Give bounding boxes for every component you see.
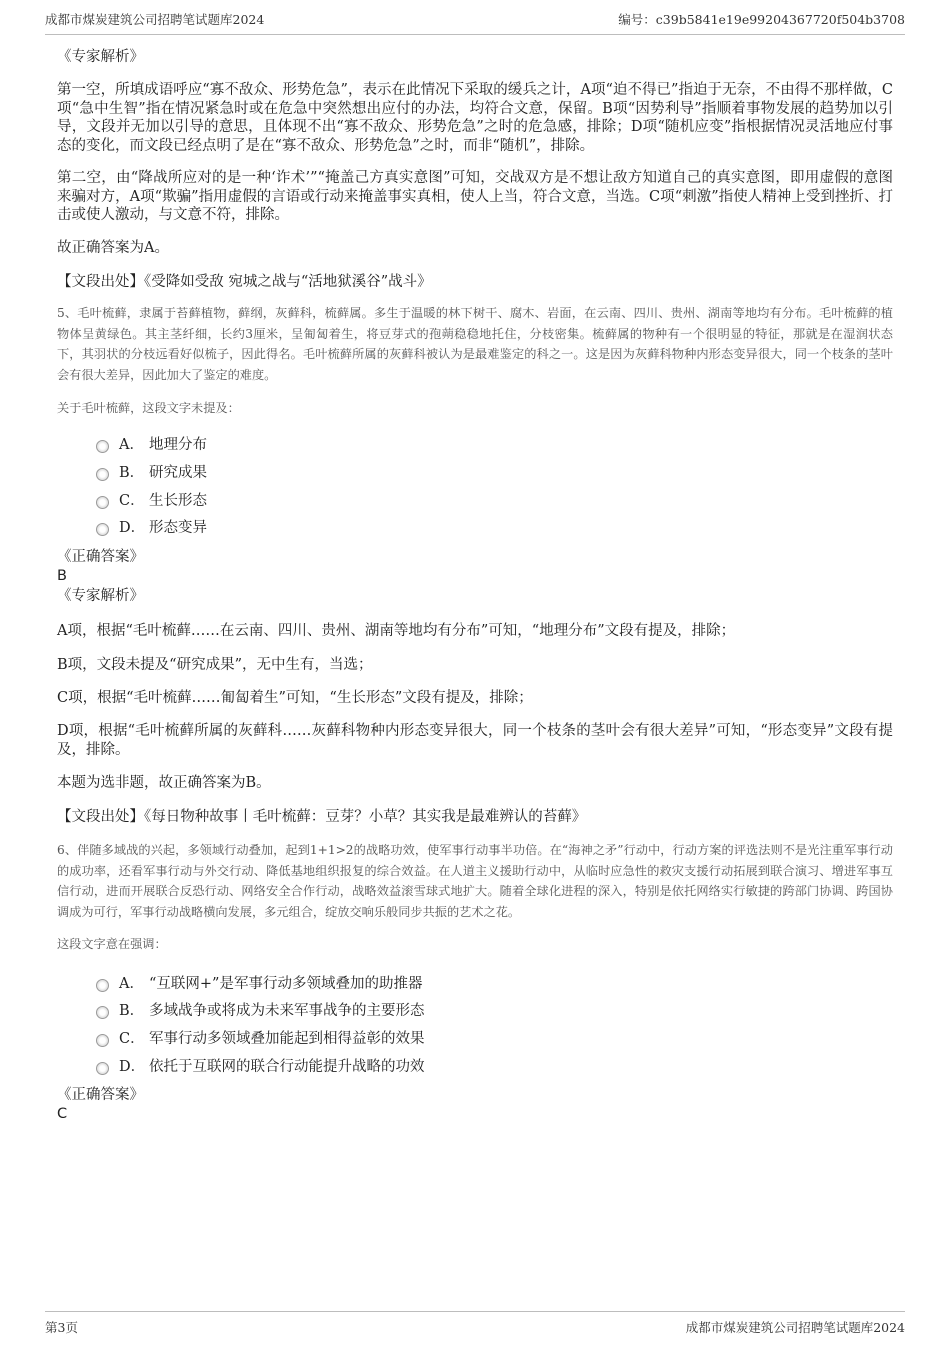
source-citation: 【文段出处】《受降如受敌 宛城之战与“活地狱溪谷”战斗》 bbox=[57, 274, 432, 290]
option-a[interactable] bbox=[96, 971, 422, 993]
header-title: 成都市煤炭建筑公司招聘笔试题库2024 bbox=[45, 12, 265, 27]
option-c[interactable] bbox=[96, 1026, 425, 1048]
analysis-paragraph: 第一空，所填成语呼应“寡不敌众、形势危急”，表示在此情况下采取的缓兵之计，A项“迫不得已”指迫于无奈，不由得不那样做，C项“急中生智”指在情况紧急时或在危急中突然想出应付的办法，均符合文意，保留。B项“因势利导”指顺着事物发展的趋势加以引导，文段并无加以引导的意思，且体现不出“寡不敌众、形势危急”之时的危急感，排除；D项“随机应变”指根据情况灵活地应付事态的变化，而文段已经点明了是在“寡不敌众、形势危急”之时，而非“随机”，排除。 bbox=[57, 82, 893, 154]
option-d[interactable] bbox=[96, 515, 207, 537]
option-text: 地理分布 bbox=[149, 436, 207, 453]
option-text: 依托于互联网的联合行动能提升战略的功效 bbox=[149, 1058, 425, 1075]
page-header bbox=[45, 10, 905, 35]
answer-label: 《正确答案》 bbox=[57, 1087, 144, 1103]
option-letter: C． bbox=[119, 1030, 145, 1047]
option-letter: D． bbox=[119, 1058, 146, 1075]
analysis-label: 《专家解析》 bbox=[57, 588, 144, 604]
document-id: 编号：c39b5841e19e99204367720f504b3708 bbox=[618, 12, 905, 27]
radio-button-icon[interactable] bbox=[96, 979, 109, 992]
correct-answer: C bbox=[57, 1106, 68, 1122]
option-b[interactable] bbox=[96, 998, 425, 1020]
radio-button-icon[interactable] bbox=[96, 523, 109, 536]
conclusion: 本题为选非题，故正确答案为B。 bbox=[57, 775, 271, 791]
analysis-item: B项，文段未提及“研究成果”，无中生有，当选； bbox=[57, 657, 373, 673]
analysis-item: C项，根据“毛叶梳藓……匍匐着生”可知，“生长形态”文段有提及，排除； bbox=[57, 690, 533, 706]
page-number: 第3页 bbox=[45, 1320, 78, 1335]
radio-button-icon[interactable] bbox=[96, 468, 109, 481]
radio-button-icon[interactable] bbox=[96, 1034, 109, 1047]
option-a[interactable] bbox=[96, 432, 207, 454]
answer-label: 《正确答案》 bbox=[57, 549, 144, 565]
question-prompt: 关于毛叶梳藓，这段文字未提及： bbox=[57, 401, 240, 415]
analysis-item: D项，根据“毛叶梳藓所属的灰藓科……灰藓科物种内形态变异很大，同一个枝条的茎叶会有很大差异”可知，“形态变异”文段有提及，排除。 bbox=[57, 723, 893, 758]
option-letter: C． bbox=[119, 492, 145, 509]
option-letter: A． bbox=[119, 975, 144, 992]
question-prompt: 这段文字意在强调： bbox=[57, 937, 167, 951]
radio-button-icon[interactable] bbox=[96, 440, 109, 453]
analysis-label: 《专家解析》 bbox=[57, 49, 144, 65]
radio-button-icon[interactable] bbox=[96, 496, 109, 509]
correct-answer: B bbox=[57, 568, 67, 584]
radio-button-icon[interactable] bbox=[96, 1006, 109, 1019]
radio-button-icon[interactable] bbox=[96, 1062, 109, 1075]
option-text: 形态变异 bbox=[149, 519, 207, 536]
option-text: 研究成果 bbox=[149, 464, 207, 481]
analysis-paragraph: 第二空，由“降战所应对的是一种‘诈术’”“掩盖己方真实意图”可知，交战双方是不想让敌方知道自己的真实意图，即用虚假的意图来骗对方，A项“欺骗”指用虚假的言语或行动来掩盖事实真相，使人上当，符合文意，当选。C项“刺激”指使人精神上受到挫折、打击或使人激动，与文意不符，排除。 bbox=[57, 170, 893, 223]
option-letter: D． bbox=[119, 519, 146, 536]
option-b[interactable] bbox=[96, 460, 207, 482]
option-c[interactable] bbox=[96, 488, 207, 510]
source-citation: 【文段出处】《每日物种故事丨毛叶梳藓：豆芽？小草？其实我是最难辨认的苔藓》 bbox=[57, 809, 587, 825]
option-text: 军事行动多领域叠加能起到相得益彰的效果 bbox=[149, 1030, 425, 1047]
question-passage: 5、毛叶梳藓，隶属于苔藓植物，藓纲，灰藓科，梳藓属。多生于温暖的林下树干、腐木、岩面，在云南、四川、贵州、湖南等地均有分布。毛叶梳藓的植物体呈黄绿色。其主茎纤细，长约3厘米，呈匍匐着生，将豆芽式的孢蒴稳稳地托住，分枝密集。梳藓属的物种有一个很明显的特征，那就是在湿润状态下，其羽状的分枝远看好似梳子，因此得名。毛叶梳藓所属的灰藓科被认为是最难鉴定的科之一。这是因为灰藓科物种内形态变异很大，同一个枝条的茎叶会有很大差异，因此加大了鉴定的难度。 bbox=[57, 306, 893, 382]
option-text: 生长形态 bbox=[149, 492, 207, 509]
option-d[interactable] bbox=[96, 1054, 425, 1076]
analysis-item: A项，根据“毛叶梳藓……在云南、四川、贵州、湖南等地均有分布”可知，“地理分布”文段有提及，排除； bbox=[57, 623, 736, 639]
option-letter: B． bbox=[119, 1002, 145, 1019]
option-text: 多域战争或将成为未来军事战争的主要形态 bbox=[149, 1002, 425, 1019]
option-text: “互联网+”是军事行动多领域叠加的助推器 bbox=[149, 975, 423, 992]
option-letter: A． bbox=[119, 436, 144, 453]
option-letter: B． bbox=[119, 464, 145, 481]
question-passage: 6、伴随多域战的兴起，多领域行动叠加，起到1+1>2的战略功效，使军事行动事半功倍。在“海神之矛”行动中，行动方案的评选法则不是光注重军事行动的成功率，还看军事行动与外交行动、降低基地组织报复的综合效益。在人道主义援助行动中，从临时应急性的救灾支援行动拓展到联合演习、增进军事互信行动，进而开展联合反恐行动、网络安全合作行动，战略效益滚雪球式地扩大。随着全球化进程的深入，特别是依托网络实行敏捷的跨部门协调、跨国协调成为可行，军事行动战略横向发展，多元组合，绽放交响乐般同步共振的艺术之花。 bbox=[57, 843, 893, 919]
conclusion: 故正确答案为A。 bbox=[57, 240, 169, 256]
page-footer bbox=[45, 1311, 905, 1336]
footer-title: 成都市煤炭建筑公司招聘笔试题库2024 bbox=[685, 1320, 905, 1335]
